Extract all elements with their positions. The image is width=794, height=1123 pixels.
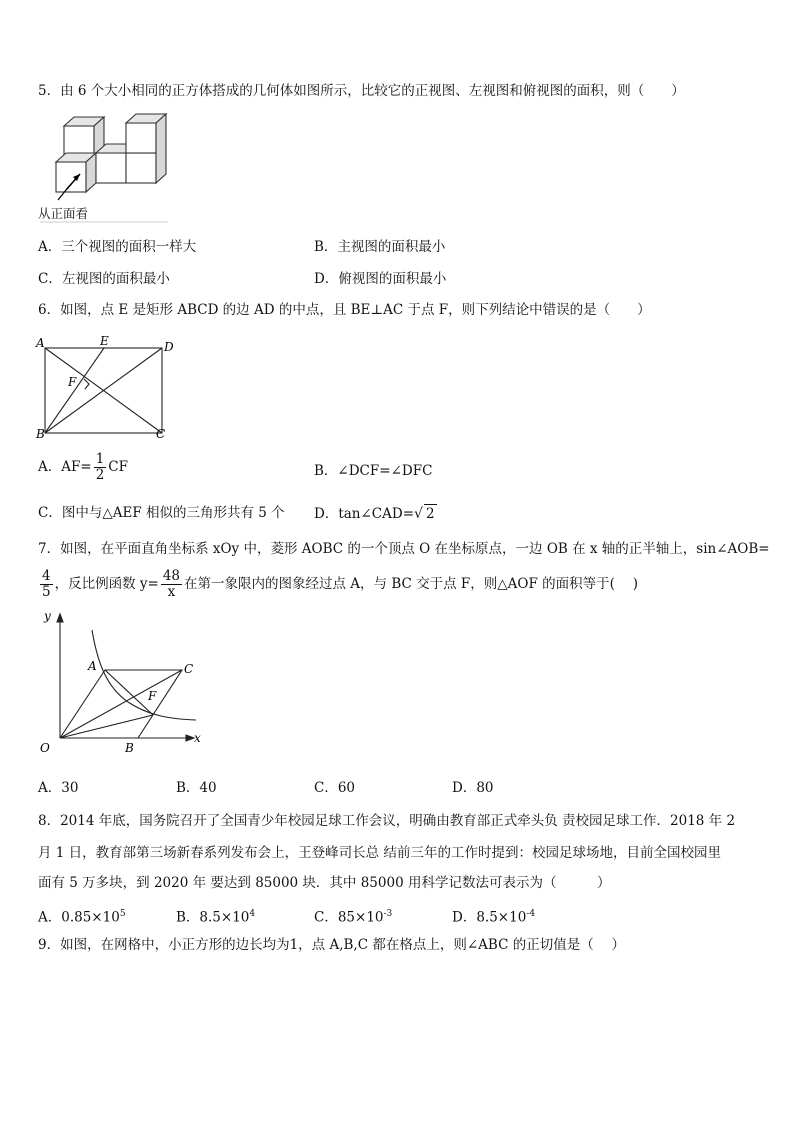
q6-option-a xyxy=(38,452,128,483)
label-a: A xyxy=(88,659,97,673)
sqrt-sign-icon: √ xyxy=(414,506,423,522)
q7-option-d: D．80 xyxy=(452,780,494,796)
option-exponent: 4 xyxy=(249,909,256,919)
option-base: B．8.5×10 xyxy=(176,909,250,926)
fraction-denominator: 2 xyxy=(95,467,105,483)
q7-stem-function: ，反比例函数 y= xyxy=(54,576,159,592)
option-base: C．85×10 xyxy=(314,909,384,926)
q8-option-d xyxy=(452,905,535,927)
label-o: O xyxy=(40,741,50,755)
sqrt-radicand: 2 xyxy=(425,506,435,522)
q8-stem-line1: 8．2014 年底，国务院召开了全国青少年校园足球工作会议，明确由教育部正式牵头负 责校园足球工作．2018 年 2 xyxy=(38,813,736,829)
q8-option-b xyxy=(176,905,255,927)
q7-option-b: B．40 xyxy=(176,780,217,796)
fraction-numerator: 1 xyxy=(95,451,105,467)
q5-option-d: D．俯视图的面积最小 xyxy=(314,271,447,287)
q6-option-a-suffix: CF xyxy=(108,459,128,475)
q8-stem-line3: 面有 5 万多块，到 2020 年 要达到 85000 块．其中 85000 用科学记数法可表示为（ ） xyxy=(38,875,611,891)
fraction-denominator: 5 xyxy=(42,584,51,600)
q6-option-d xyxy=(314,504,437,523)
q5-stem: 5．由 6 个大小相同的正方体搭成的几何体如图所示，比较它的正视图、左视图和俯视图的面积，则（ ） xyxy=(38,83,685,99)
q7-option-a: A．30 xyxy=(38,780,79,796)
label-c: C xyxy=(184,662,194,676)
fraction-numerator: 4 xyxy=(42,568,51,584)
q5-option-b: B．主视图的面积最小 xyxy=(314,239,446,255)
q5-caption: 从正面看 xyxy=(38,206,89,221)
fraction-48-over-x xyxy=(161,569,182,600)
q9-stem: 9．如图，在网格中，小正方形的边长均为1，点 A,B,C 都在格点上，则∠ABC 的正切值是（ ） xyxy=(38,937,625,953)
option-exponent: 5 xyxy=(119,909,126,919)
option-exponent: -4 xyxy=(526,909,536,919)
fraction-one-half xyxy=(94,452,107,483)
q5-option-a: A．三个视图的面积一样大 xyxy=(38,239,197,255)
fraction-numerator: 48 xyxy=(162,568,181,584)
q7-option-c: C．60 xyxy=(314,780,356,796)
q7-stem-line2 xyxy=(38,568,638,600)
label-b: B xyxy=(125,741,134,755)
q7-coordinate-figure xyxy=(36,604,206,760)
option-base: A．0.85×10 xyxy=(38,909,120,926)
q8-option-a xyxy=(38,905,126,927)
rectangle-abcd-drawing xyxy=(34,334,176,442)
fraction-sin-value xyxy=(40,569,53,600)
q6-option-c: C．图中与△AEF 相似的三角形共有 5 个 xyxy=(38,505,285,521)
label-a: A xyxy=(36,336,45,350)
q8-option-c xyxy=(314,905,392,927)
fraction-denominator: x xyxy=(167,584,176,600)
label-f: F xyxy=(148,689,157,703)
q6-option-a-prefix: A．AF= xyxy=(38,459,92,475)
q6-option-d-prefix: D．tan∠CAD= xyxy=(314,506,415,522)
option-exponent: -3 xyxy=(383,909,393,919)
q6-stem: 6．如图，点 E 是矩形 ABCD 的边 AD 的中点，且 BE⊥AC 于点 F，则下列结论中错误的是（ ） xyxy=(38,302,651,318)
q5-cube-figure xyxy=(36,112,172,228)
q7-stem-line1: 7．如图，在平面直角坐标系 xOy 中，菱形 AOBC 的一个顶点 O 在坐标原点，一边 OB 在 x 轴的正半轴上，sin∠AOB= xyxy=(38,541,770,557)
label-x: x xyxy=(194,731,201,745)
q6-option-b: B．∠DCF=∠DFC xyxy=(314,463,433,479)
q7-stem-rest: 在第一象限内的图象经过点 A，与 BC 交于点 F，则△AOF 的面积等于( ) xyxy=(184,576,638,592)
label-f: F xyxy=(68,375,77,389)
option-base: D．8.5×10 xyxy=(452,909,527,926)
label-e: E xyxy=(100,334,109,348)
label-c: C xyxy=(156,427,166,441)
q5-option-c: C．左视图的面积最小 xyxy=(38,271,170,287)
label-b: B xyxy=(36,427,45,441)
q8-stem-line2: 月 1 日，教育部第三场新春系列发布会上，王登峰司长总 结前三年的工作时提到：校园足球场地，目前全国校园里 xyxy=(38,845,721,861)
label-d: D xyxy=(164,340,174,354)
label-y: y xyxy=(44,609,51,623)
q6-rectangle-figure xyxy=(34,334,176,446)
rhombus-hyperbola-drawing xyxy=(36,604,206,756)
